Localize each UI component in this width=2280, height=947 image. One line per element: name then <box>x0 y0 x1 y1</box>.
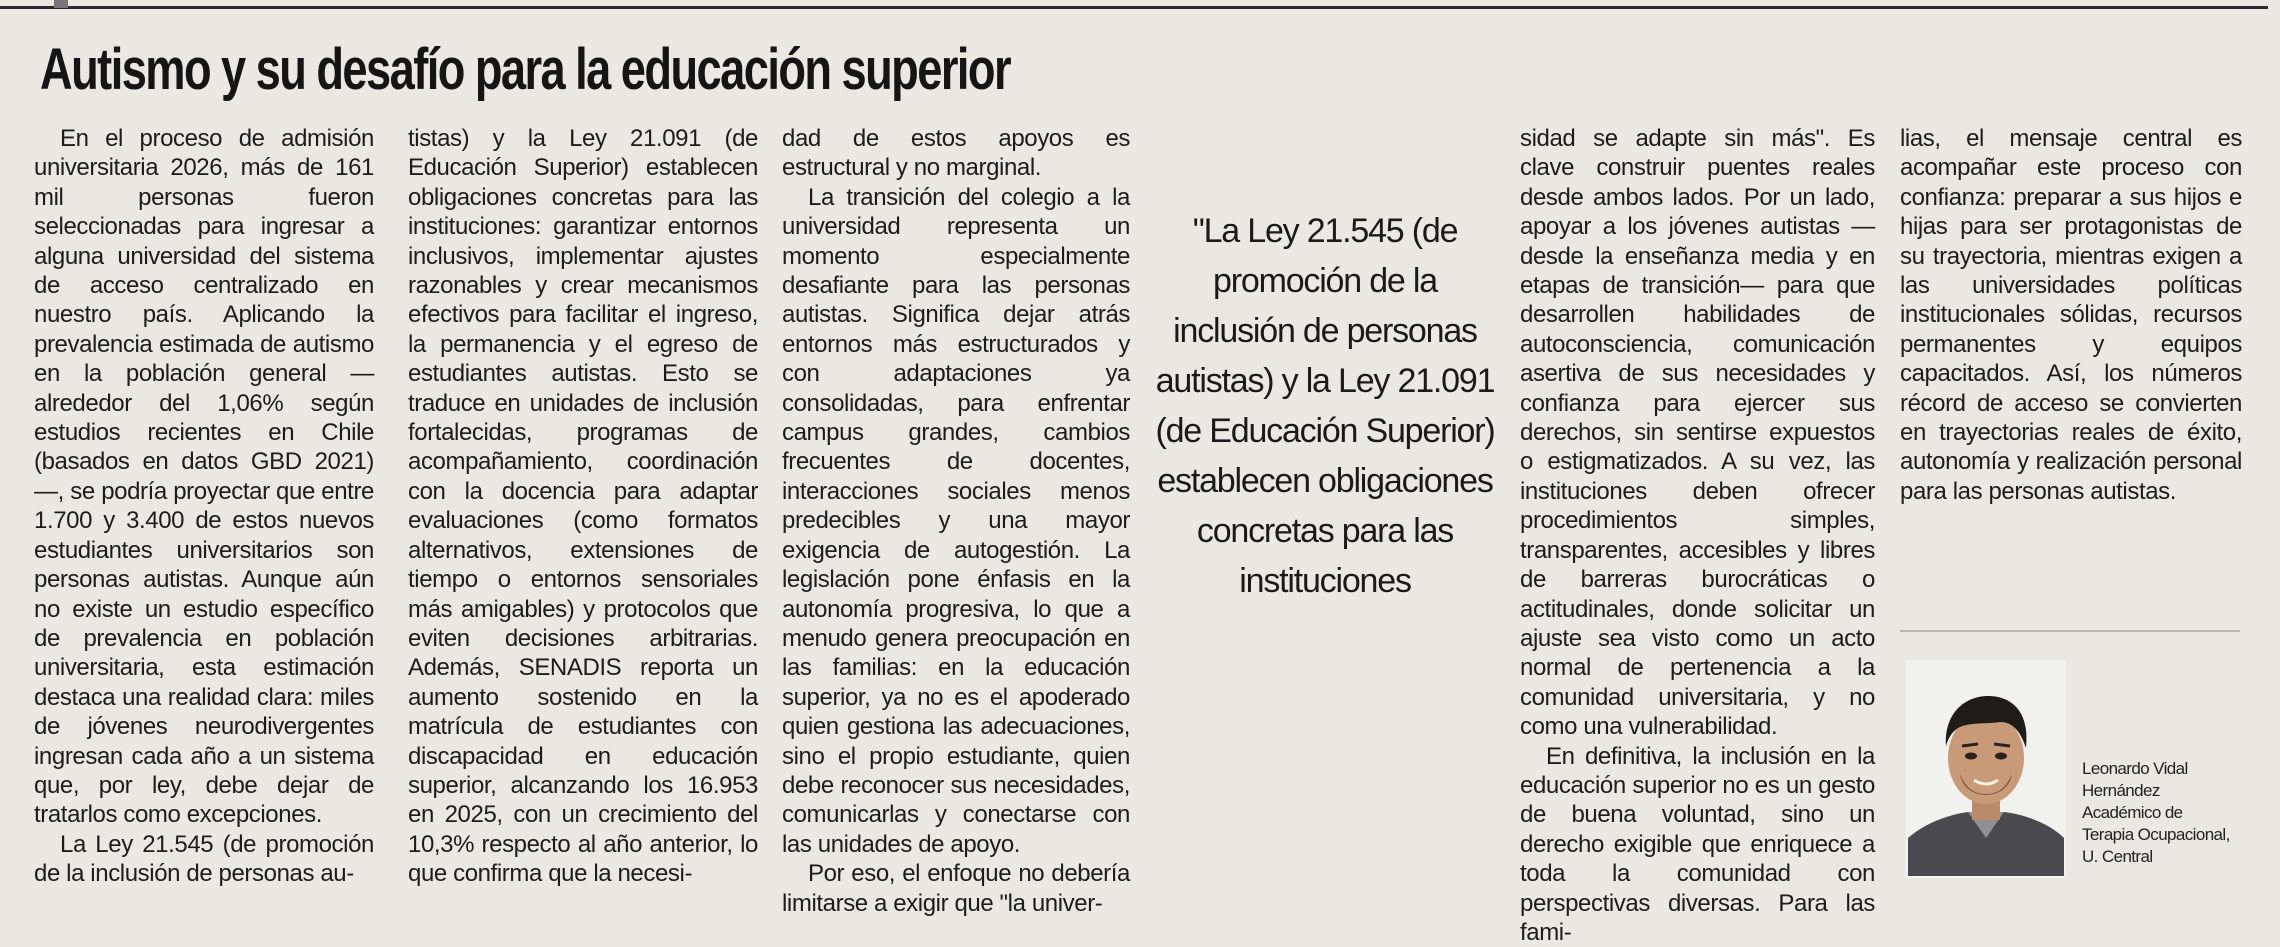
paragraph: En el proceso de admisión universitaria 2026, más de 161 mil personas fueron seleccionadas para ingresar a alguna universidad del sistema de acceso centralizado en nuestro país. Aplicando la prevalencia estimada de autismo en la población general —alrededor del 1,06% según estudios recientes en Chile (basados en datos GBD 2021)—, se podría proyectar que entre 1.700 y 3.400 de estos nuevos estudiantes universitarios son personas autistas. Aunque aún no existe un estudio específico de prevalencia en población universitaria, esta estimación destaca una realidad clara: miles de jóvenes neurodivergentes ingresan cada año a un sistema que, por ley, debe dejar de tratarlos como excepciones. <box>34 125 374 829</box>
signature-divider <box>1900 630 2240 632</box>
author-credit <box>2082 758 2262 868</box>
paragraph: La Ley 21.545 (de promoción de la inclusión de personas au- <box>34 830 374 888</box>
author-portrait-icon <box>1908 662 2064 876</box>
paragraph: lias, el mensaje central es acompañar este proceso con confianza: preparar a sus hijos e hijas para ser protagonistas de su trayectoria, mientras exigen a las universidades políticas institucionales sólidas, recursos permanentes y equipos capacitados. Así, los números récord de acceso se convierten en trayectorias reales de éxito, autonomía y realización personal para las personas autistas. <box>1900 125 2242 505</box>
article-column-3 <box>782 124 1130 918</box>
paragraph: sidad se adapte sin más". Es clave construir puentes reales desde ambos lados. Por un lado, apoyar a los jóvenes autistas —desde la enseñanza media y en etapas de transición— para que desarrollen habilidades de autoconsciencia, comunicación asertiva de sus necesidades y confianza para ejercer sus derechos, sin sentirse expuestos o estigmatizados. A su vez, las instituciones deben ofrecer procedimientos simples, transparentes, accesibles y libres de barreras burocráticas o actitudinales, donde solicitar un ajuste sea visto como un acto normal de pertenencia a la comunidad universitaria, y no como una vulnerabilidad. <box>1520 125 1875 741</box>
author-role: Académico de <box>2082 803 2183 822</box>
paragraph: La transición del colegio a la universidad representa un momento especialmente desafiante para las personas autistas. Significa dejar atrás entornos más estructurados y con adaptaciones ya consolidadas, para enfrentar campus grandes, cambios frecuentes de docentes, interacciones sociales menos predecibles y una mayor exigencia de autogestión. La legislación pone énfasis en la autonomía progresiva, lo que a menudo genera preocupación en las familias: en la educación superior, ya no es el apoderado quien gestiona las adecuaciones, sino el propio estudiante, quien debe reconocer sus necesidades, comunicarlas y conectarse con las unidades de apoyo. <box>782 183 1130 858</box>
article-column-5 <box>1900 124 2242 506</box>
article-column-1 <box>34 124 374 889</box>
pull-quote: "La Ley 21.545 (de promoción de la inclusión de personas autistas) y la Ley 21.091 (de Educación Superior) establecen obligaciones concretas para las instituciones <box>1155 212 1495 600</box>
section-tab-marker <box>54 0 68 8</box>
article-headline: Autismo y su desafío para la educación superior <box>40 37 1011 102</box>
author-photo <box>1906 660 2066 878</box>
author-role: Terapia Ocupacional, <box>2082 825 2230 844</box>
article-column-2 <box>408 124 758 889</box>
author-name: Hernández <box>2082 781 2160 800</box>
paragraph: En definitiva, la inclusión en la educación superior no es un gesto de buena voluntad, sino un derecho exigible que enriquece a toda la comunidad con perspectivas diversas. Para las fami- <box>1520 742 1875 946</box>
paragraph: tistas) y la Ley 21.091 (de Educación Superior) establecen obligaciones concretas para las instituciones: garantizar entornos inclusivos, implementar ajustes razonables y crear mecanismos efectivos para facilitar el ingreso, la permanencia y el egreso de estudiantes autistas. Esto se traduce en unidades de inclusión fortalecidas, programas de acompañamiento, coordinación con la docencia para adaptar evaluaciones (como formatos alternativos, extensiones de tiempo o entornos sensoriales más amigables) y protocolos que eviten decisiones arbitrarias. Además, SENADIS reporta un aumento sostenido en la matrícula de estudiantes con discapacidad en educación superior, alcanzando los 16.953 en 2025, con un crecimiento del 10,3% respecto al año anterior, lo que confirma que la necesi- <box>408 125 758 888</box>
top-rule <box>0 6 2268 9</box>
author-name: Leonardo Vidal <box>2082 759 2188 778</box>
author-affiliation: U. Central <box>2082 847 2153 866</box>
article-column-4 <box>1520 124 1875 947</box>
paragraph: dad de estos apoyos es estructural y no marginal. <box>782 125 1130 182</box>
paragraph: Por eso, el enfoque no debería limitarse a exigir que "la univer- <box>782 860 1130 917</box>
